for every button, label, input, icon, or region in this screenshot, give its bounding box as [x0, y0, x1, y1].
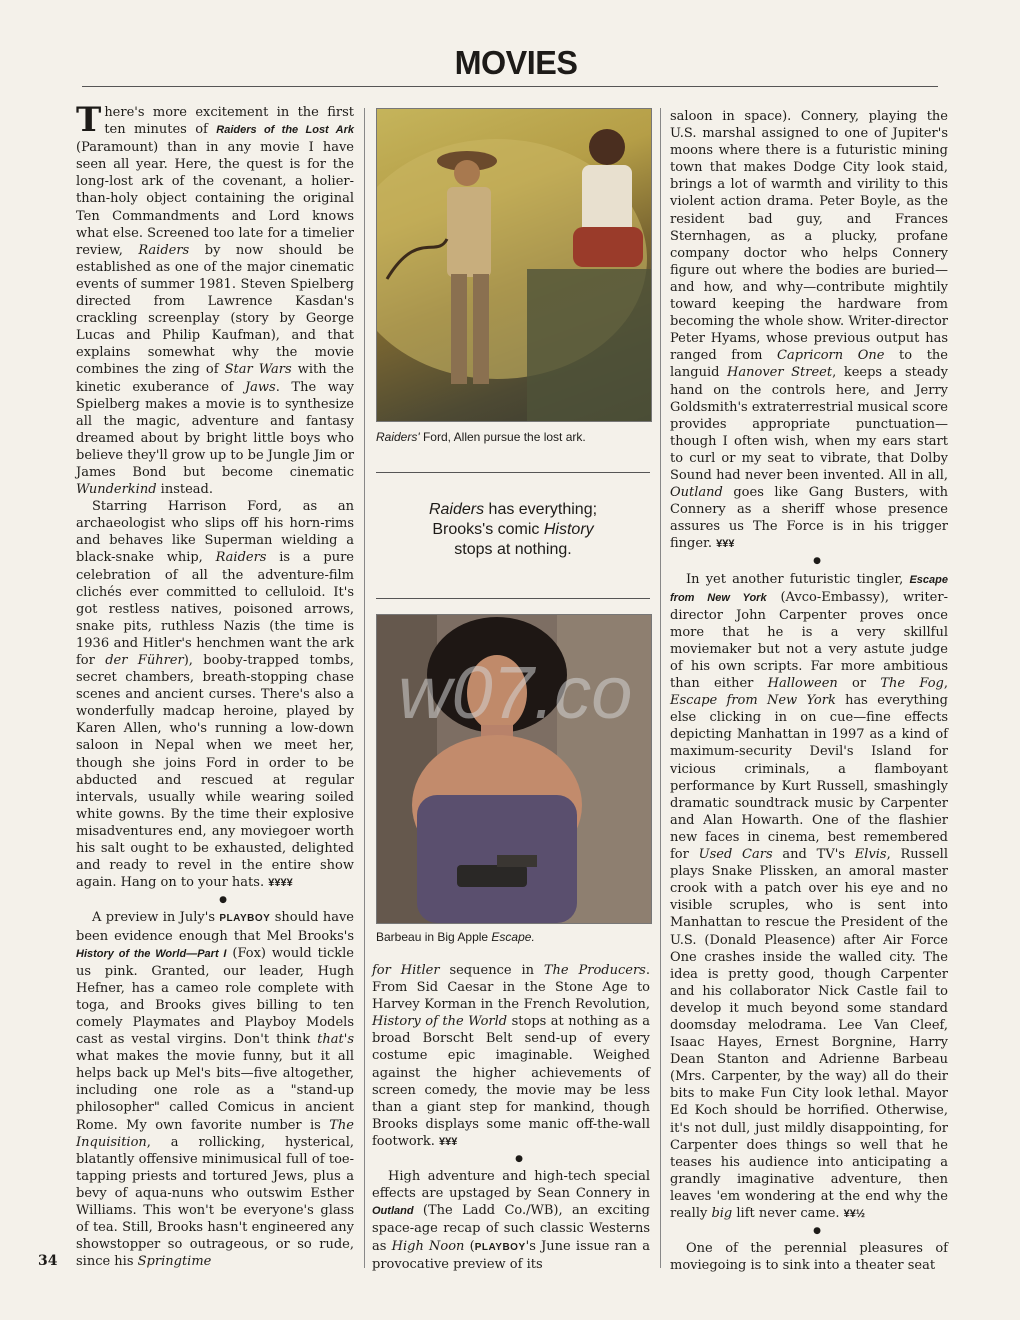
photo-raiders-illustration [377, 109, 651, 421]
pullquote-rule-bottom [376, 598, 650, 599]
paragraph-raiders: There's more excitement in the first ten minutes of Raiders of the Lost Ark (Paramount) than in any movie I have seen all year. Here, the quest is for the long-lost ark of the covenant, a holier-than-holy object containing the original Ten Commandments and Lord knows what else. Screened too late for a timelier review, Raiders by now should be established as one of the major cinematic events of summer 1981. Steven Spielberg directed from Lawrence Kasdan's crackling screenplay (story by George Lucas and Philip Kaufman), and that explains somewhat why the movie combines the zing of Star Wars with the kinetic exuberance of Jaws. The way Spielberg makes a movie is to synthesize all the magic, adventure and fantasy dreamed about by bright little boys who believe they'll grow up to be Jungle Jim or James Bond but become cinematic Wunderkind instead. [76, 100, 354, 498]
section-bullet: ● [219, 895, 227, 906]
rating-icon: ¥¥¥ [439, 1135, 458, 1148]
paragraph-outland: High adventure and high-tech special effects are upstaged by Sean Connery in Outland (The Ladd Co./WB), an exciting space-age recap of such classic Westerns as High Noon (PLAYBOY's June issue ran a provocative preview of its [372, 1169, 650, 1272]
rating-icon: ¥¥¥¥ [268, 877, 293, 890]
paragraph-escape: In yet another futuristic tingler, Escape from New York (Avco-Embassy), writer-director John Carpenter proves once more that he is a very skillful moviemaker but not a very astute judge of his own scripts. Far more ambitious than either Halloween or The Fog, Escape from New York has everything else clicking in on cue—fine effects depicting Manhattan in 1997 as a kind of maximum-security Devil's Island for vicious criminals, a flamboyant performance by Kurt Russell, smashingly dramatic soundtrack music by Carpenter and Alan Howarth. One of the flashier new faces in cinema, best remembered for Used Cars and TV's Elvis, Russell plays Snake Plissken, an amoral master crook with a patch over his eye and no visible scruples, who is sent into Manhattan to rescue the President of the U.S. (Donald Pleasence) after Air Force One crashes inside the walled city. The idea is pretty good, though Carpenter and his collaborator Nick Castle fail to develop it much beyond some standard doomsday melodrama. Lee Van Cleef, Isaac Hayes, Ernest Borgnine, Harry Dean Stanton and Adrienne Barbeau (Mrs. Carpenter, by the way) all do their bits to make Fun City look lethal. Mayor Ed Koch should be horrified. Otherwise, it's not dull, just mildly disappointing, for Carpenter does things so well that he teases his audience into anticipating a grandly imaginative adventure, then leaves 'em wondering at the end why the really big lift never came. ¥¥½ [670, 571, 949, 1221]
photo-caption-raiders: Raiders' Ford, Allen pursue the lost ark. [376, 430, 586, 444]
column-divider [660, 108, 661, 1268]
paragraph-history: A preview in July's PLAYBOY should have been evidence enough that Mel Brooks's History of the World—Part I (Fox) would tickle us pink. Granted, our leader, Hugh Hefner, has a cameo role complete with toga, and Brooks gives billing to ten comely Playmates and Playboy Models cast as vestal virgins. Don't think that's what makes the movie funny, but it all helps back up Mel's bits—five altogether, including one role as a "stand-up philosopher" called Comicus in ancient Rome. My own favorite number is The Inquisition, a rollicking, hysterical, blatantly offensive minimusical full of toe-tapping priests and tortured Jews, plus a bevy of aqua-nuns who outswim Esther Williams. This won't be everyone's glass of tea. Still, Brooks hasn't engineered any showstopper so outrageous, or so rude, since his Springtime [76, 910, 354, 1270]
film-title: History of the World—Part I [76, 947, 227, 960]
title-rule [82, 86, 938, 87]
paragraph-raiders-2: Starring Harrison Ford, as an archaeologist who slips off his horn-rims and behaves like Superman wielding a black-snake whip, Raiders is a pure celebration of all the adventure-film clichés ever committed to celluloid. It's got restless natives, poisoned arrows, snake pits, ruthless Nazis (the time is 1936 and Hitler's henchmen want the ark for der Führer), booby-trapped tombs, secret chambers, breath-stopping chase scenes and ancient curses. There's also a wonderfully madcap heroine, played by Karen Allen, who's running a low-down saloon in Nepal when we meet her, though she joins Ford in order to be abducted and rescued at regular intervals, usually while wearing soiled white gowns. By the time their explosive misadventures end, any moviegoer worth his salt ought to be exhausted, delighted and ready to revel in the entire show again. Hang on to your hats. ¥¥¥¥ [76, 499, 355, 891]
page-title: MOVIES [454, 44, 578, 81]
pullquote-rule-top [376, 472, 650, 473]
watermark: w07.co [398, 651, 633, 734]
rating-icon: ¥¥½ [843, 1208, 866, 1220]
film-title: Outland [372, 1205, 414, 1218]
section-bullet: ● [515, 1154, 523, 1165]
pullquote: Raiders has everything; Brooks's comic History stops at nothing. [428, 501, 598, 558]
page-number: 34 [38, 1253, 58, 1269]
paragraph-history-cont: for Hitler sequence in The Producers. From Sid Caesar in the Stone Age to Harvey Korman in the French Revolution, History of the World stops at nothing as a broad Borscht Belt send-up of every costume epic imaginable. Weighed against the higher achievements of screen comedy, the movie may be less than a giant step for mankind, though Brooks displays some manic off-the-wall footwork. ¥¥¥ [372, 963, 650, 1149]
column-2 [372, 962, 650, 1273]
column-divider [364, 108, 365, 1268]
photo-escape [376, 614, 652, 924]
film-title: Escape from New York [670, 573, 948, 604]
film-title: Raiders of the Lost Ark [216, 124, 354, 137]
drop-cap: T [76, 100, 102, 140]
photo-caption-escape: Barbeau in Big Apple Escape. [376, 930, 535, 944]
paragraph-outland-cont: saloon in space). Connery, playing the U.S. marshal assigned to one of Jupiter's moons where there is a futuristic mining town that makes Dodge City look staid, brings a lot of warmth and virility to this violent action drama. Peter Boyle, as the resident bad guy, and Frances Sternhagen, as a plucky, profane company doctor who helps Connery figure out where the bodies are buried—and how, and why—contribute mightily toward keeping the hardware from becoming the whole show. Writer-director Peter Hyams, whose previous output has ranged from Capricorn One to the languid Hanover Street, keeps a steady hand on the controls here, and Jerry Goldsmith's extraterrestrial musical score provides appropriate punctuation—though I often wish, when my ears start to curl or my seat to vibrate, that Dolby Sound had never been invented. All in all, Outland goes like Gang Busters, with Connery as a sheriff whose presence assures us The Force is in his trigger finger. ¥¥¥ [670, 109, 948, 552]
section-bullet: ● [813, 1226, 821, 1237]
rating-icon: ¥¥¥ [716, 538, 735, 551]
photo-raiders [376, 108, 652, 422]
column-3 [670, 108, 948, 1274]
paragraph-closing: One of the perennial pleasures of moviegoing is to sink into a theater seat [670, 1241, 948, 1274]
photo-escape-illustration [377, 615, 651, 923]
column-1 [76, 100, 355, 1270]
section-bullet: ● [813, 556, 821, 567]
